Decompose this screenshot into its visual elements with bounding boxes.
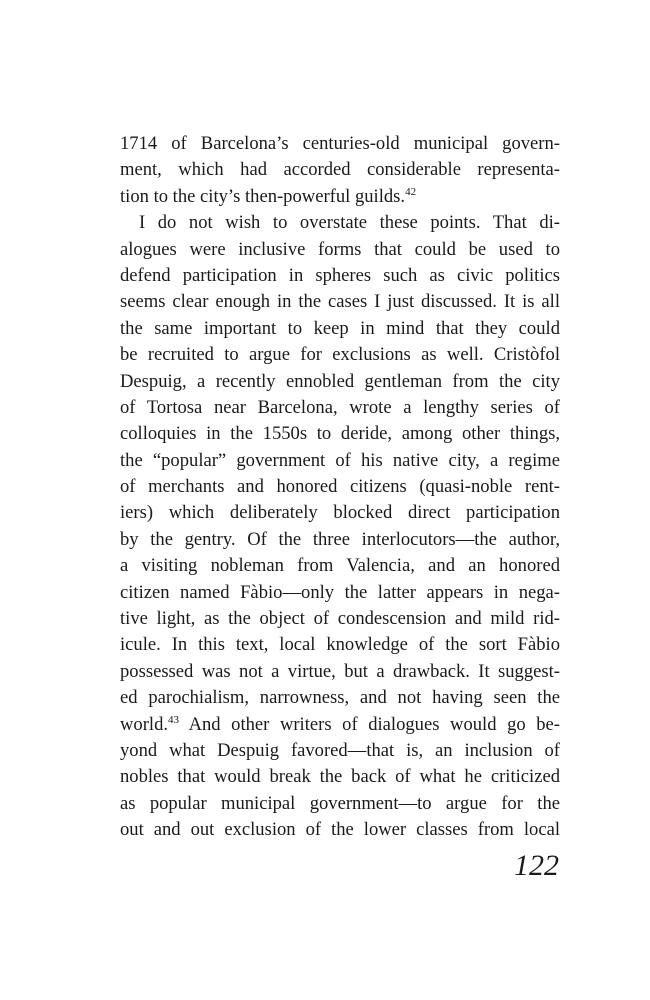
text-line: iers) which deliberately blocked direct participation [120, 502, 560, 524]
text-line: a visiting nobleman from Valencia, and an honored [120, 555, 560, 577]
text-line: of Tortosa near Barcelona, wrote a lengthy series of [120, 396, 560, 418]
text-line: tive light, as the object of condescension and mild rid- [120, 608, 560, 630]
text-line: citizen named Fàbio—only the latter appears in nega- [120, 581, 560, 603]
line-text: tion to the city’s then-powerful guilds. [120, 185, 406, 207]
page-number: 122 [514, 849, 559, 882]
text-line: seems clear enough in the cases I just discussed. It is all [120, 291, 560, 313]
text-line: out and out exclusion of the lower classes from local [120, 819, 560, 841]
line-text: world. [120, 713, 169, 735]
text-line: icule. In this text, local knowledge of the sort Fàbio [120, 634, 560, 656]
text-line: colloquies in the 1550s to deride, among other things, [120, 423, 560, 445]
line-text-continued: And other writers of dialogues would go be- [179, 713, 560, 735]
text-line: yond what Despuig favored—that is, an inclusion of [120, 739, 560, 761]
text-line: as popular municipal government—to argue for the [120, 792, 560, 814]
body-text [120, 131, 560, 844]
footnote-marker[interactable]: 43 [168, 713, 180, 726]
text-line: ment, which had accorded considerable representa- [120, 159, 560, 181]
text-line: defend participation in spheres such as civic politics [120, 264, 560, 286]
text-line [120, 184, 560, 210]
text-line: 1714 of Barcelona’s centuries-old municipal govern- [120, 133, 560, 154]
text-line: possessed was not a virtue, but a drawback. It suggest- [120, 660, 560, 682]
paragraph-first-line: I do not wish to overstate these points. That di- [139, 212, 560, 234]
text-line: alogues were inclusive forms that could be used to [120, 238, 560, 260]
footnote-marker[interactable]: 42 [405, 185, 417, 198]
text-line: by the gentry. Of the three interlocutors—the author, [120, 528, 560, 550]
text-line: the same important to keep in mind that they could [120, 317, 560, 339]
text-line: be recruited to argue for exclusions as well. Cristòfol [120, 344, 560, 366]
text-line: nobles that would break the back of what he criticized [120, 766, 560, 788]
text-line [120, 712, 560, 738]
text-line: of merchants and honored citizens (quasi-noble rent- [120, 476, 560, 498]
text-line: the “popular” government of his native city, a regime [120, 449, 560, 471]
text-line: ed parochialism, narrowness, and not having seen the [120, 687, 560, 709]
text-line: Despuig, a recently ennobled gentleman from the city [120, 370, 560, 392]
